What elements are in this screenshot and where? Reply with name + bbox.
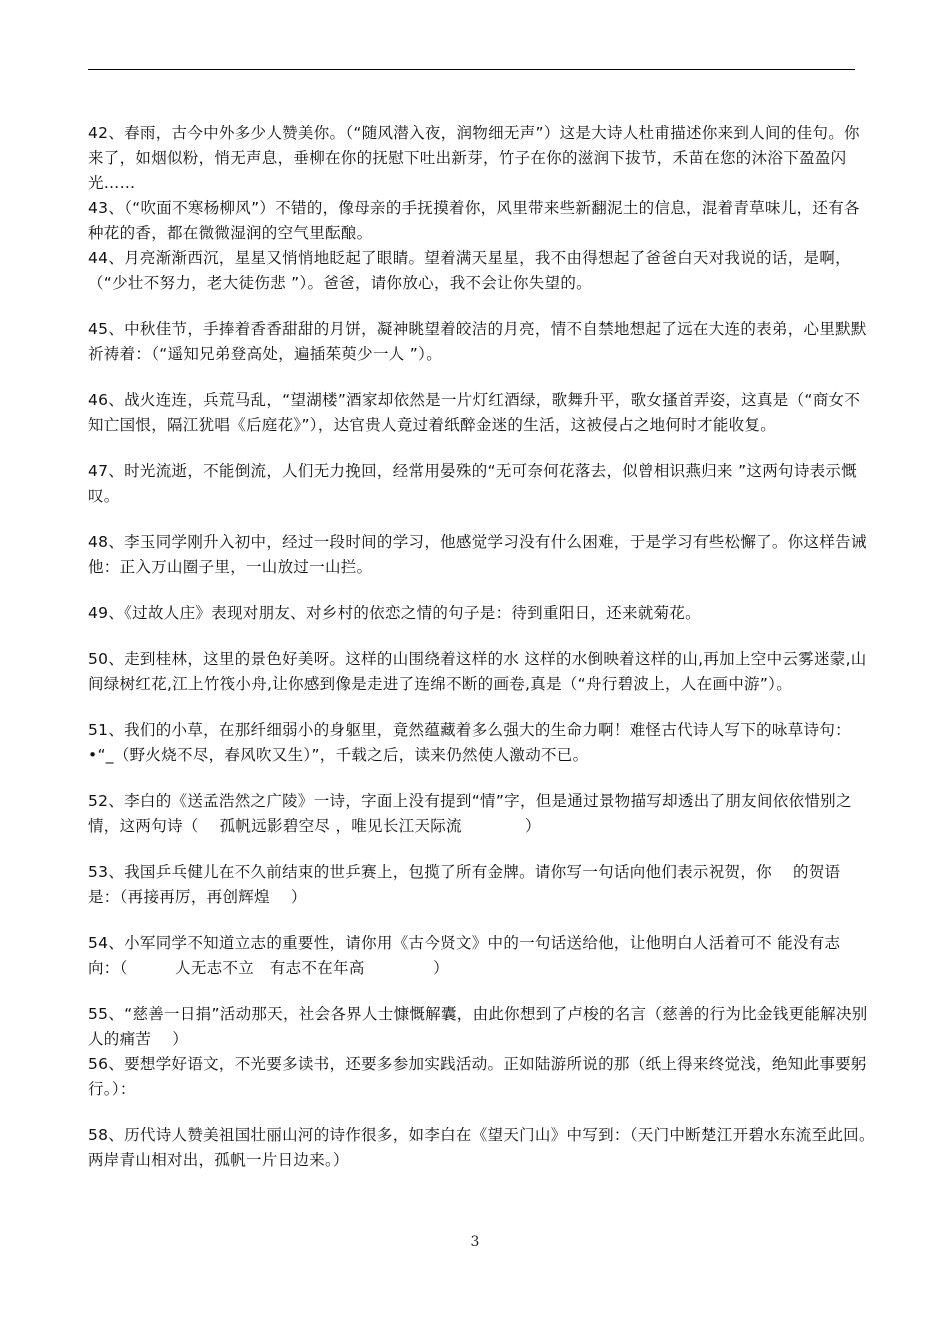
- question-56: 56、要想学好语文，不光要多读书，还要多参加实践活动。正如陆游所说的那（纸上得来终觉浅，绝知此事要躬行。）：: [88, 1055, 867, 1098]
- question-42: 42、春雨，古今中外多少人赞美你。（“随风潜入夜，润物细无声”）这是大诗人杜甫描述你来到人间的佳句。你来了，如烟似粉，悄无声息，垂柳在你的抚慰下吐出新芽，竹子在你的滋润下拔节，禾苗在您的沐浴下盈盈闪光……: [88, 124, 860, 192]
- question-52: 52、李白的《送孟浩然之广陵》一诗，字面上没有提到“情”字，但是通过景物描写却透出了朋友间依依惜别之情，这两句诗（ 孤帆远影碧空尽 ，唯见长江天际流 ）: [88, 792, 852, 835]
- question-48: 48、李玉同学刚升入初中，经过一段时间的学习，他感觉学习没有什么困难，于是学习有些松懈了。你这样告诫他：正入万山圈子里，一山放过一山拦。: [88, 533, 867, 576]
- question-45: 45、中秋佳节，手捧着香香甜甜的月饼，凝神眺望着皎洁的月亮，情不自禁地想起了远在大连的表弟，心里默默祈祷着：（“遥知兄弟登高处，遍插茱萸少一人 ”）。: [88, 320, 867, 363]
- question-46: 46、战火连连，兵荒马乱，“望湖楼”酒家却依然是一片灯红酒绿，歌舞升平，歌女搔首弄姿，这真是（“商女不知亡国恨，隔江犹唱《后庭花》”），达官贵人竟过着纸醉金迷的生活，这被侵占之地何时才能收复。: [88, 391, 861, 434]
- question-47: 47、时光流逝，不能倒流，人们无力挽回，经常用晏殊的“无可奈何花落去，似曾相识燕归来 ”这两句诗表示慨叹。: [88, 462, 858, 505]
- page-number: 3: [470, 1234, 480, 1250]
- question-53: 53、我国乒乓健儿在不久前结束的世乒赛上，包揽了所有金牌。请你写一句话向他们表示祝贺，你 的贺语是：（再接再厉，再创辉煌 ）: [88, 863, 841, 906]
- question-58: 58、历代诗人赞美祖国壮丽山河的诗作很多，如李白在《望天门山》中写到：（天门中断楚江开碧水东流至此回。 两岸青山相对出，孤帆一片日边来。）: [88, 1126, 899, 1169]
- question-51: 51、我们的小草，在那纤细弱小的身躯里，竟然蕴藏着多么强大的生命力啊！难怪古代诗人写下的咏草诗句：•“_（野火烧不尽，春风吹又生）”，千载之后，读来仍然使人激动不已。: [88, 721, 851, 764]
- question-44: 44、月亮渐渐西沉，星星又悄悄地眨起了眼睛。望着满天星星，我不由得想起了爸爸白天对我说的话，是啊，（“少壮不努力，老大徒伤悲 ”）。爸爸，请你放心，我不会让你失望的。: [88, 249, 851, 292]
- question-55: 55、“慈善一日捐”活动那天，社会各界人士慷慨解囊，由此你想到了卢梭的名言（慈善的行为比金钱更能解决别人的痛苦 ）: [88, 1005, 868, 1048]
- document-body: [88, 121, 899, 1173]
- question-43: 43、（“吹面不寒杨柳风”）不错的，像母亲的手抚摸着你，风里带来些新翻泥土的信息，混着青草味儿，还有各种花的香，都在微微湿润的空气里酝酿。: [88, 199, 860, 242]
- header-rule: [88, 69, 855, 70]
- question-54: 54、小军同学不知道立志的重要性，请你用《古今贤文》中的一句话送给他，让他明白人活着可不 能没有志向：（ 人无志不立 有志不在年高 ）: [88, 934, 841, 977]
- question-49: 49、《过故人庄》表现对朋友、对乡村的依恋之情的句子是：待到重阳日，还来就菊花。: [88, 604, 701, 622]
- question-50: 50、走到桂林，这里的景色好美呀。这样的山围绕着这样的水 这样的水倒映着这样的山,再加上空中云雾迷蒙,山间绿树红花,江上竹筏小舟,让你感到像是走进了连绵不断的画卷,真是（“舟行碧波上，人在画中游”）。: [88, 650, 867, 693]
